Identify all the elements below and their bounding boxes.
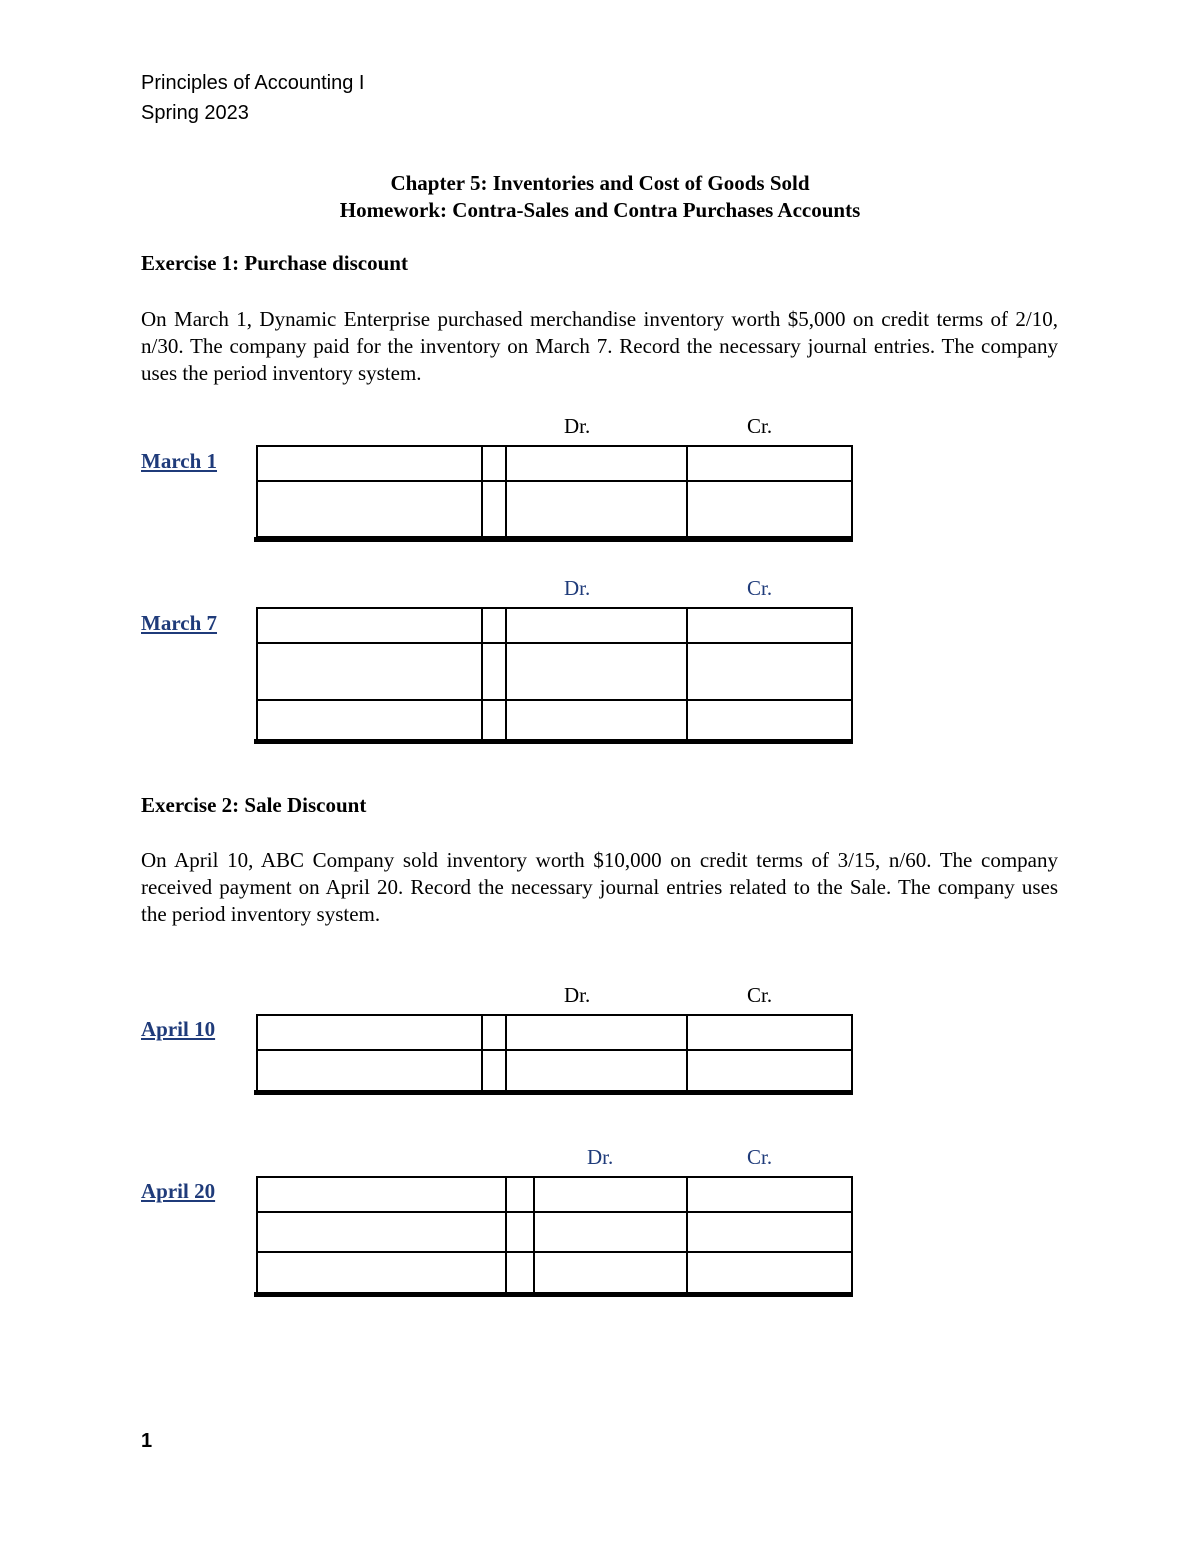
debit-cell[interactable]: [505, 642, 688, 701]
account-cell[interactable]: [256, 1049, 483, 1092]
credit-cell[interactable]: [686, 1251, 853, 1294]
ref-cell[interactable]: [481, 480, 507, 538]
table-bottom-rule: [254, 1090, 853, 1095]
journal-row: [256, 1014, 853, 1051]
ref-cell[interactable]: [481, 607, 507, 644]
ref-cell[interactable]: [481, 1049, 507, 1092]
entry-date-april-10: April 10: [141, 1017, 216, 1041]
journal-row: [256, 1049, 853, 1092]
debit-label: Dr.: [587, 1145, 614, 1169]
exercise-1-text: On March 1, Dynamic Enterprise purchased merchandise inventory worth $5,000 on credit terms of 2/10, n/30. The company paid for the inventory on March 7. Record the necessary journal entries. The company uses the period inventory system.: [141, 307, 1058, 385]
debit-cell[interactable]: [533, 1251, 688, 1294]
account-cell[interactable]: [256, 445, 483, 482]
credit-cell[interactable]: [686, 445, 853, 482]
journal-entry-march-1: [256, 445, 853, 538]
journal-row: [256, 642, 853, 701]
credit-cell[interactable]: [686, 1014, 853, 1051]
entry-date-march-7: March 7: [141, 611, 218, 635]
ref-cell[interactable]: [505, 1251, 535, 1294]
credit-cell[interactable]: [686, 642, 853, 701]
debit-label: Dr.: [564, 576, 591, 600]
debit-cell[interactable]: [505, 699, 688, 741]
account-cell[interactable]: [256, 1251, 507, 1294]
journal-entry-april-20: [256, 1176, 853, 1294]
journal-entry-march-7: [256, 607, 853, 741]
ref-cell[interactable]: [481, 445, 507, 482]
account-cell[interactable]: [256, 642, 483, 701]
entry-date-april-20: April 20: [141, 1179, 216, 1203]
table-bottom-rule: [254, 537, 853, 542]
ref-cell[interactable]: [505, 1176, 535, 1213]
account-cell[interactable]: [256, 1211, 507, 1253]
journal-row: [256, 445, 853, 482]
debit-label: Dr.: [564, 414, 591, 438]
ref-cell[interactable]: [481, 642, 507, 701]
debit-cell[interactable]: [533, 1211, 688, 1253]
term: Spring 2023: [141, 102, 249, 124]
account-cell[interactable]: [256, 1176, 507, 1213]
credit-cell[interactable]: [686, 1211, 853, 1253]
chapter-title: Chapter 5: Inventories and Cost of Goods Sold: [390, 171, 810, 195]
homework-title: Homework: Contra-Sales and Contra Purchases Accounts: [339, 198, 861, 222]
debit-cell[interactable]: [533, 1176, 688, 1213]
journal-row: [256, 1211, 853, 1253]
account-cell[interactable]: [256, 699, 483, 741]
credit-label: Cr.: [747, 414, 773, 438]
account-cell[interactable]: [256, 480, 483, 538]
ref-cell[interactable]: [481, 699, 507, 741]
table-bottom-rule: [254, 739, 853, 744]
credit-cell[interactable]: [686, 699, 853, 741]
credit-cell[interactable]: [686, 607, 853, 644]
debit-cell[interactable]: [505, 607, 688, 644]
journal-row: [256, 607, 853, 644]
exercise-2-heading: Exercise 2: Sale Discount: [141, 793, 367, 817]
debit-cell[interactable]: [505, 1049, 688, 1092]
account-cell[interactable]: [256, 1014, 483, 1051]
journal-row: [256, 1251, 853, 1294]
table-bottom-rule: [254, 1292, 853, 1297]
credit-cell[interactable]: [686, 1176, 853, 1213]
credit-cell[interactable]: [686, 480, 853, 538]
credit-label: Cr.: [747, 1145, 773, 1169]
journal-row: [256, 480, 853, 538]
journal-row: [256, 699, 853, 741]
course-name: Principles of Accounting I: [141, 72, 365, 94]
journal-entry-april-10: [256, 1014, 853, 1092]
ref-cell[interactable]: [505, 1211, 535, 1253]
page-number: 1: [141, 1430, 153, 1452]
entry-date-march-1: March 1: [141, 449, 218, 473]
exercise-1-heading: Exercise 1: Purchase discount: [141, 251, 408, 275]
debit-cell[interactable]: [505, 1014, 688, 1051]
exercise-2-text: On April 10, ABC Company sold inventory worth $10,000 on credit terms of 3/15, n/60. The company received payment on April 20. Record the necessary journal entries related to the Sale. The company uses the period inventory system.: [141, 848, 1058, 926]
credit-label: Cr.: [747, 576, 773, 600]
ref-cell[interactable]: [481, 1014, 507, 1051]
credit-cell[interactable]: [686, 1049, 853, 1092]
journal-row: [256, 1176, 853, 1213]
debit-cell[interactable]: [505, 445, 688, 482]
credit-label: Cr.: [747, 983, 773, 1007]
debit-cell[interactable]: [505, 480, 688, 538]
debit-label: Dr.: [564, 983, 591, 1007]
account-cell[interactable]: [256, 607, 483, 644]
